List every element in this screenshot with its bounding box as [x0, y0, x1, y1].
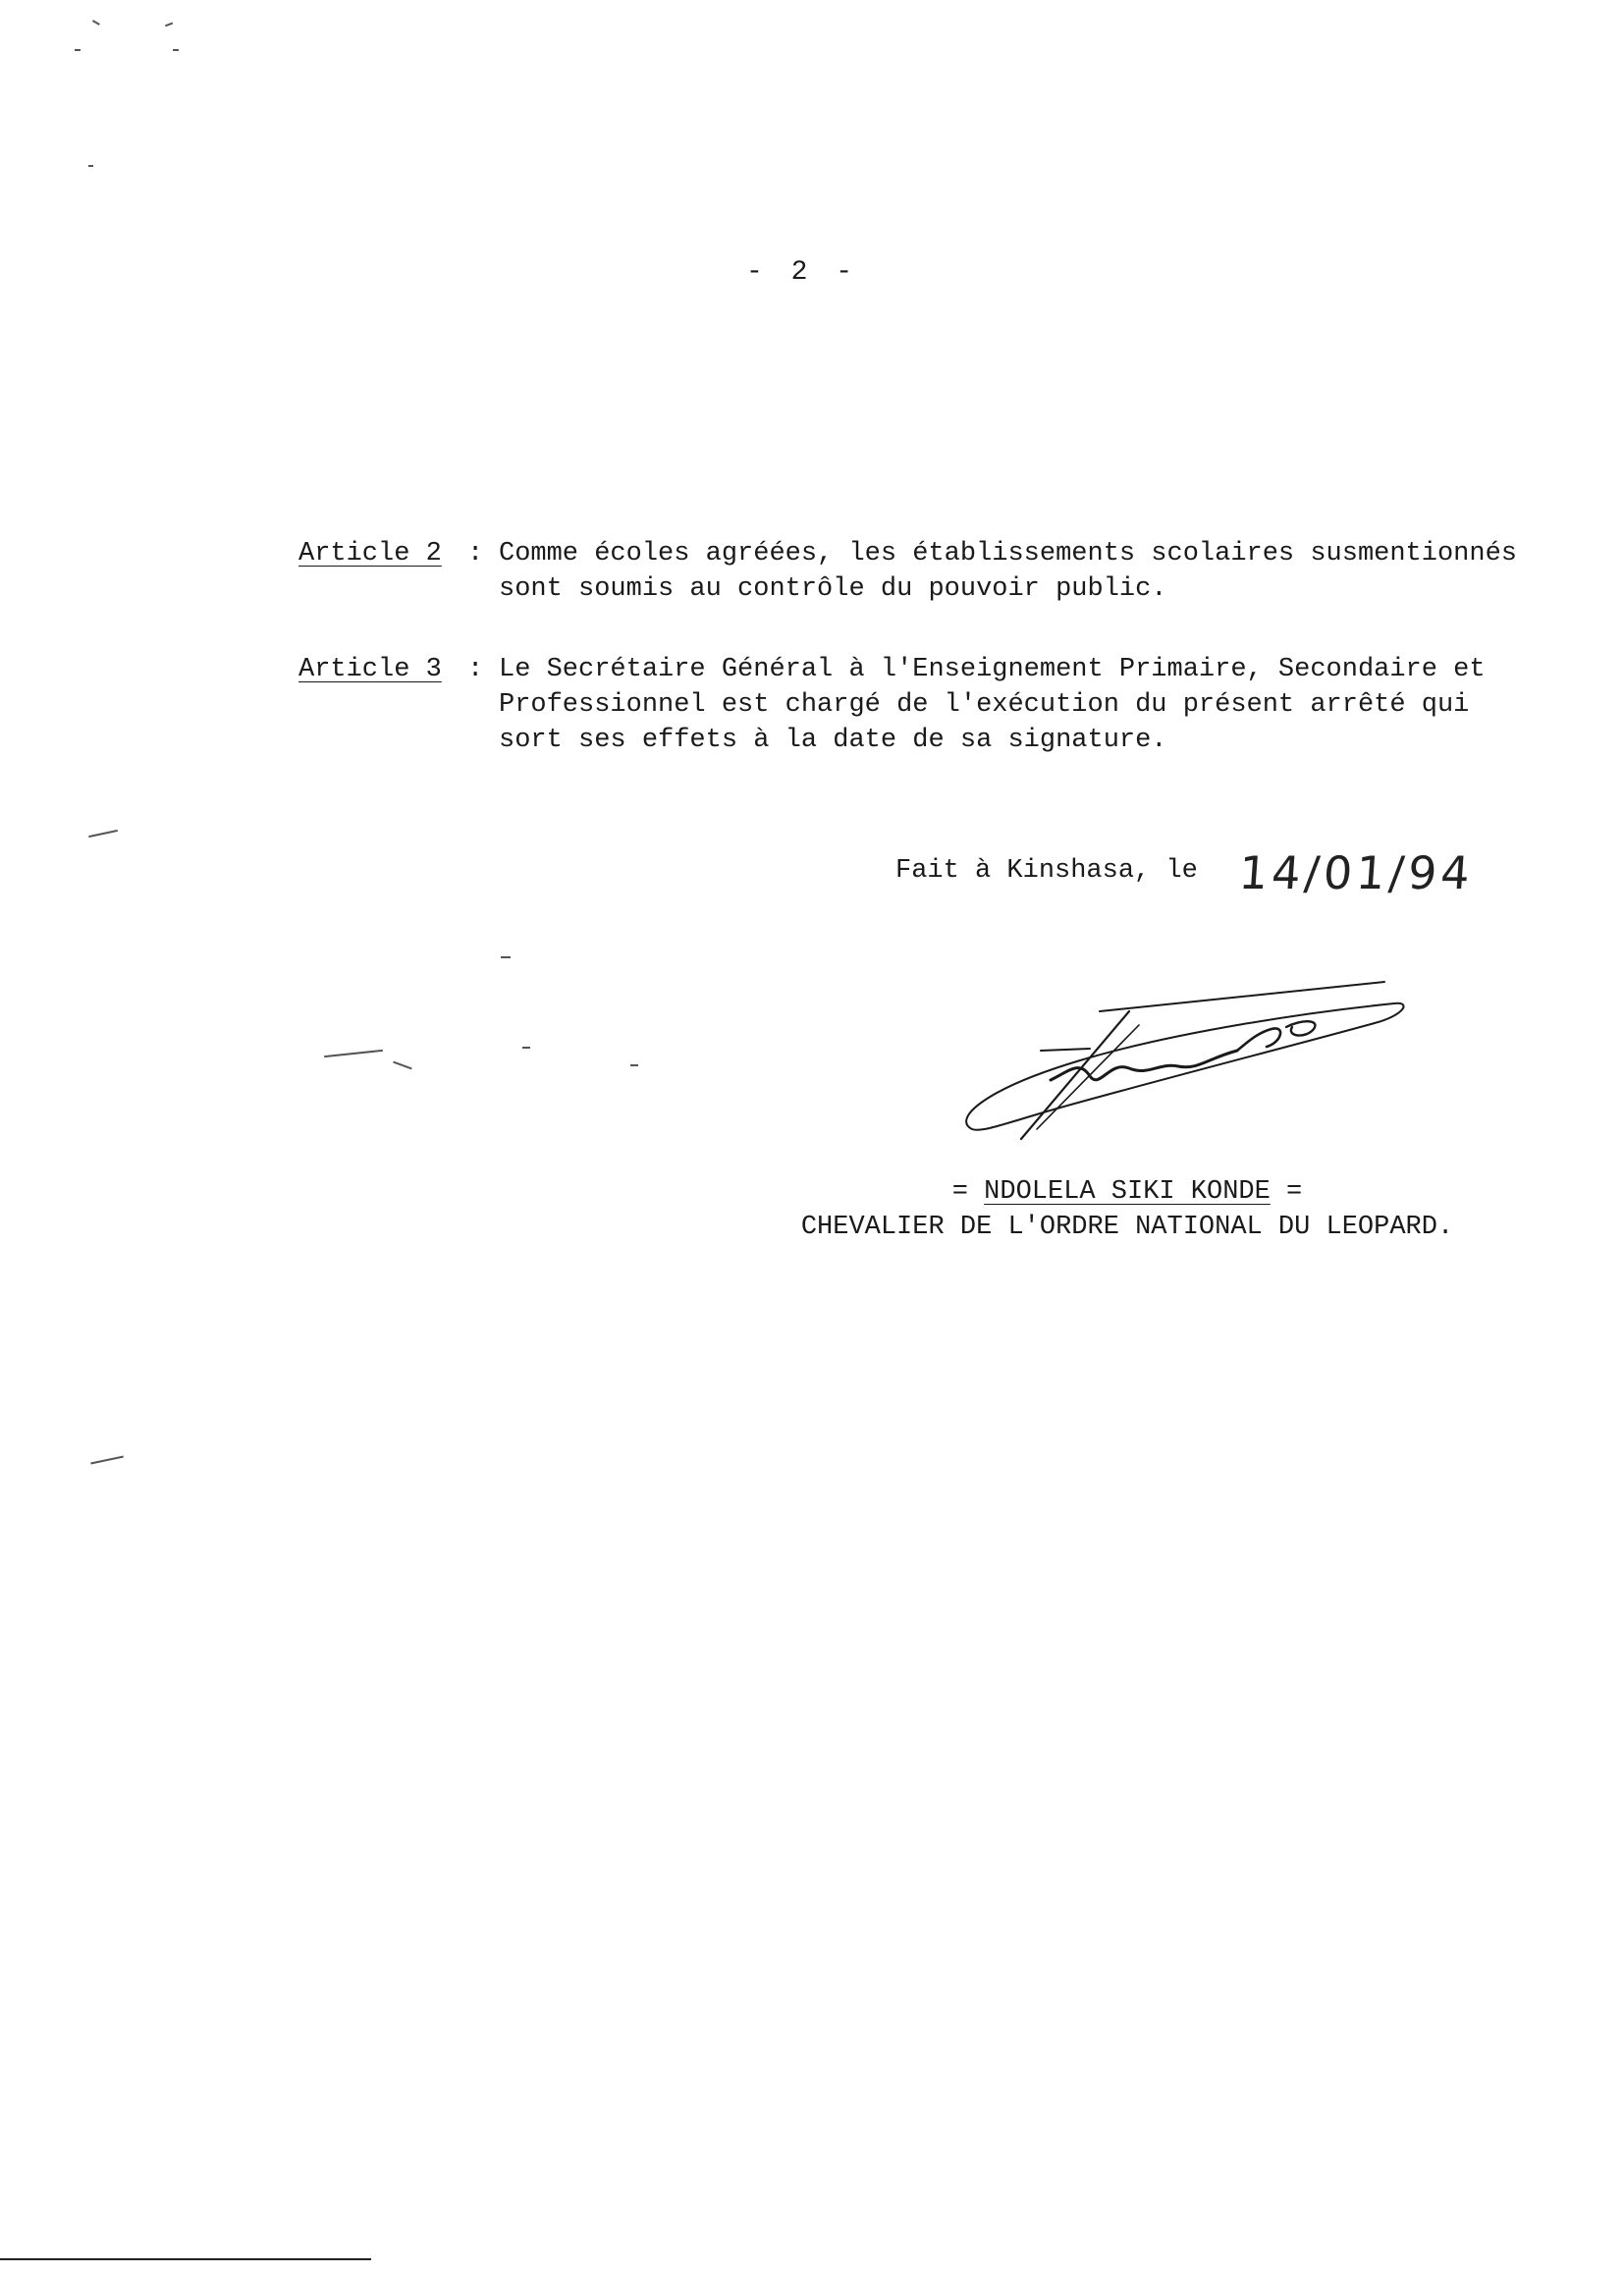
scan-speck	[630, 1064, 638, 1066]
handwritten-date: 14/01/94	[1237, 846, 1476, 899]
scan-speck	[173, 49, 179, 51]
scan-speck	[501, 956, 511, 958]
article-2-line-1: Comme écoles agréées, les établissements scolaires susmentionnés	[499, 539, 1517, 568]
scan-speck	[88, 830, 118, 838]
place-date-label: Fait à Kinshasa, le	[895, 856, 1198, 886]
article-label	[298, 652, 495, 687]
article-2-line-2: sont soumis au contrôle du pouvoir public.	[499, 574, 1167, 604]
article-2-body	[499, 536, 1589, 607]
article-3-line-1: Le Secrétaire Général à l'Enseignement Primaire, Secondaire et	[499, 655, 1486, 684]
article-3-body	[499, 652, 1589, 758]
scan-speck	[92, 20, 100, 25]
article-3-line-2: Professionnel est chargé de l'exécution du présent arrêté qui	[499, 690, 1470, 720]
article-separator: :	[467, 655, 484, 684]
scan-speck	[88, 165, 93, 167]
article-separator: :	[467, 539, 484, 568]
scan-speck	[75, 49, 81, 51]
article-3-label: Article 3	[298, 655, 442, 684]
article-2-label: Article 2	[298, 539, 442, 568]
page-number: - 2 -	[746, 257, 859, 288]
scan-speck	[522, 1047, 530, 1049]
scan-speck	[393, 1061, 411, 1069]
signatory-name-line: = NDOLELA SIKI KONDE =	[951, 1177, 1303, 1207]
signature-icon	[943, 952, 1414, 1149]
scan-speck	[324, 1050, 383, 1057]
signatory-block	[774, 1174, 1481, 1245]
bottom-rule	[0, 2258, 371, 2260]
scan-speck	[165, 23, 173, 27]
signatory-title: CHEVALIER DE L'ORDRE NATIONAL DU LEOPARD.	[800, 1213, 1454, 1242]
signatory-name: NDOLELA SIKI KONDE	[984, 1177, 1271, 1207]
scan-speck	[90, 1455, 124, 1464]
article-3-line-3: sort ses effets à la date de sa signature.	[499, 726, 1167, 755]
article-label	[298, 536, 495, 571]
